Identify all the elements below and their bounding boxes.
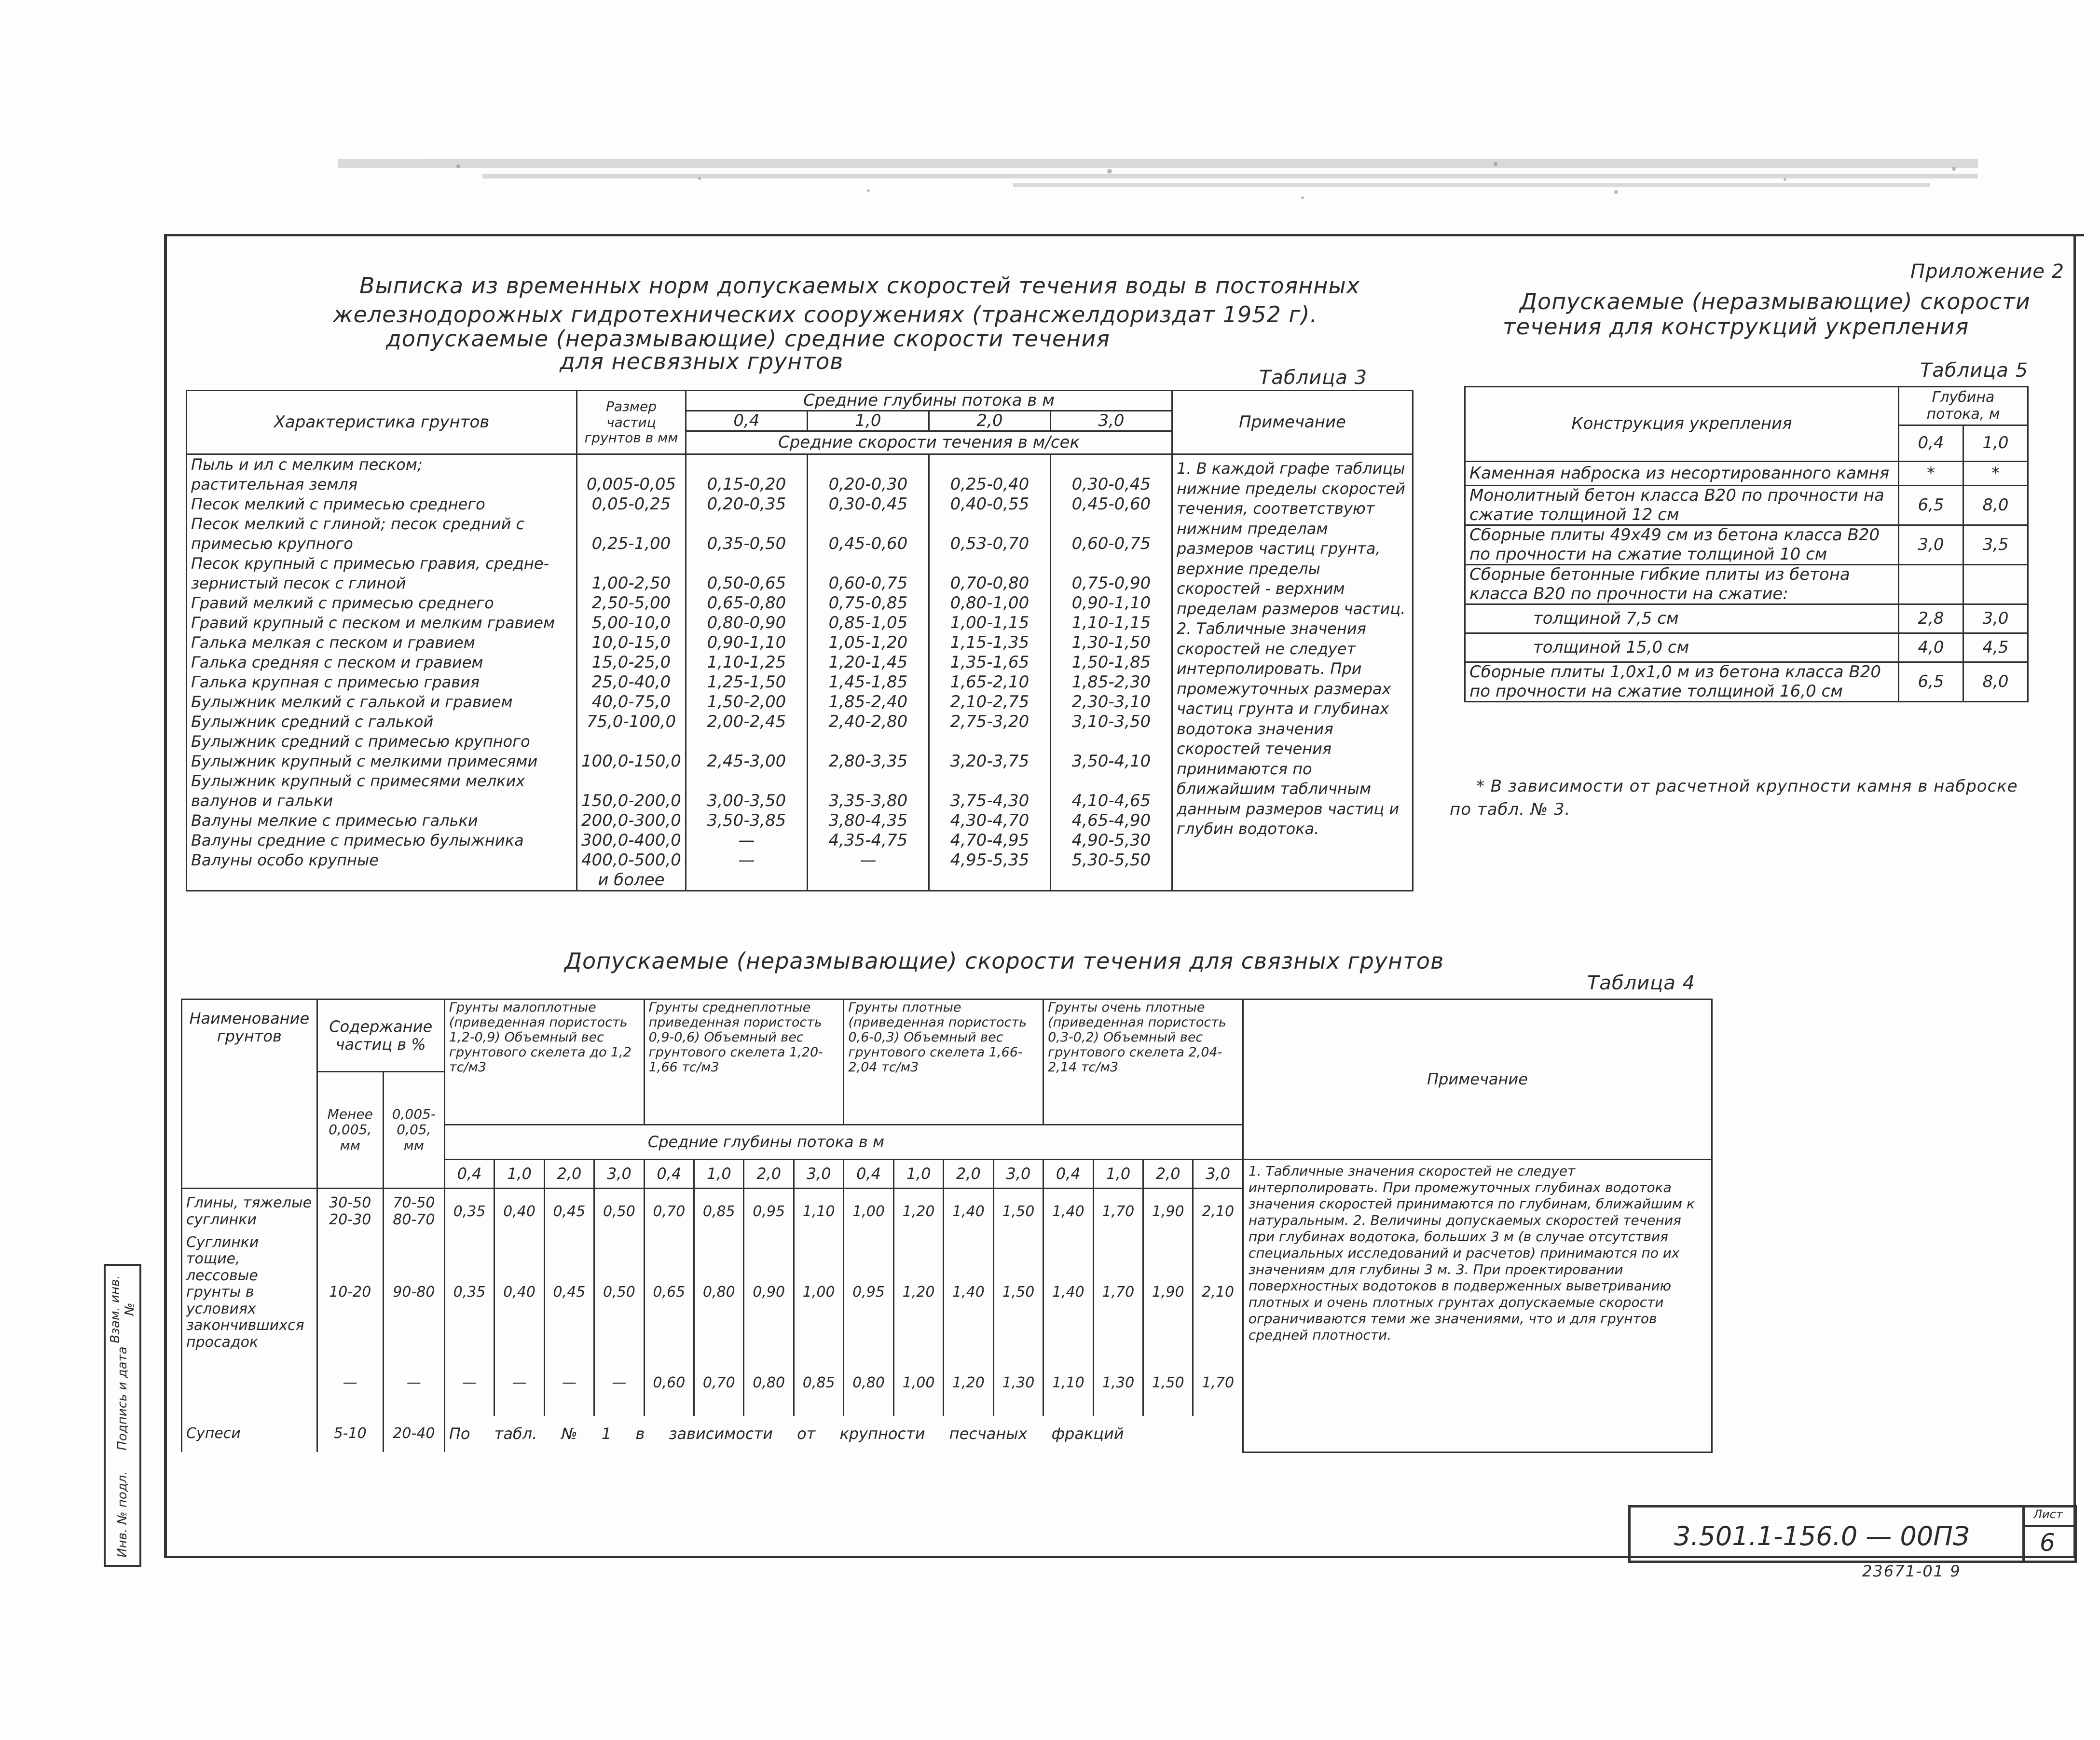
t4-cell: —	[494, 1351, 544, 1416]
t4-cell: 1,50	[1143, 1351, 1193, 1416]
t5-cell: 3,0	[1963, 604, 2028, 633]
t3-row-size: 15,0-25,0	[591, 653, 671, 672]
t3-row-speed: 3,80-4,35	[828, 811, 908, 831]
t4-depth: 0,4	[1043, 1160, 1093, 1189]
t4-depth: 2,0	[544, 1160, 594, 1189]
t3-row-speed: 1,00-1,15	[950, 613, 1029, 633]
t4-group-1: Грунты малоплотные (приведенная пористость 1,2-0,9) Объемный вес грунтового скелета до 1,2 тс/м3	[444, 1000, 644, 1125]
t3-row-size: 150,0-200,0	[581, 791, 681, 811]
t3-row-size: и более	[598, 870, 665, 890]
t3-row-speed: 1,45-1,85	[828, 672, 908, 692]
t4-row-content-a: 5-10	[317, 1416, 383, 1452]
t3-row-speed: 4,35-4,75	[828, 831, 908, 850]
t3-row-speed: 4,10-4,65	[1071, 791, 1151, 811]
t4-note: 1. Табличные значения скоростей не следует интерполировать. При промежуточных глубинах водотока значения скоростей принимаются по глубинам, ближайшим к натуральным. 2. Величины допускаемых скоростей течения при глубинах водотока, больших 3 м (в случае отсутствия специальных исследований и расчетов) принимаются по их значениям для глубины 3 м. 3. При проектировании поверхностных водотоков в подверженных выветриванию плотных и очень плотных грунтах допускаемые скорости ограничиваются теми же значениями, что и для грунтов средней плотности.	[1243, 1160, 1712, 1452]
t3-row-size: 1,00-2,50	[591, 574, 671, 593]
t3-row-speed: 0,90-1,10	[707, 633, 786, 653]
t4-cell: 1,20	[944, 1351, 993, 1416]
t3-row-speed: 1,85-2,40	[828, 692, 908, 712]
t3-row-speed: —	[860, 850, 877, 870]
t3-row-size: 2,50-5,00	[591, 593, 671, 613]
t4-depth: 3,0	[1193, 1160, 1243, 1189]
t4-depth: 0,4	[844, 1160, 893, 1189]
t4-cell: —	[594, 1351, 644, 1416]
t4-cell: —	[544, 1351, 594, 1416]
t3-row-speed: 0,65-0,80	[707, 593, 786, 613]
t3-row-speed: 1,10-1,25	[707, 653, 786, 672]
t3-row-name: Песок крупный с примесью гравия, средне-	[191, 554, 549, 573]
t3-row-speed	[812, 514, 924, 534]
t4-header-note: Примечание	[1243, 1000, 1712, 1160]
t5-cell: 3,5	[1963, 525, 2028, 565]
t5-row-name: Сборные плиты 1,0х1,0 м из бетона класса В20 по прочности на сжатие толщиной 16,0 см	[1465, 662, 1899, 702]
t3-row-speed	[1055, 455, 1167, 475]
t3-row-size: 75,0-100,0	[586, 712, 676, 732]
t3-row-speed	[812, 732, 924, 752]
t3-header-note: Примечание	[1172, 391, 1413, 454]
t4-header-content: Содержание частиц в %	[317, 1000, 444, 1072]
t4-group-4: Грунты очень плотные (приведенная пористость 0,3-0,2) Объемный вес грунтового скелета 2,04-2,14 тс/м3	[1043, 1000, 1243, 1125]
t3-row-speed: 0,40-0,55	[950, 494, 1029, 514]
t4-header-content-a: Менее 0,005, мм	[317, 1072, 383, 1189]
t3-row-name: Булыжник крупный с мелкими примесями	[191, 752, 538, 771]
t4-cell: 0,80	[694, 1234, 744, 1351]
t4-cell: 1,40	[944, 1189, 993, 1234]
t5-depth: 1,0	[1963, 425, 2028, 462]
t3-row-speed	[812, 554, 924, 574]
t4-cell: 1,20	[893, 1234, 943, 1351]
t5-row-name: Сборные бетонные гибкие плиты из бетона класса В20 по прочности на сжатие:	[1465, 565, 1899, 604]
t4-cell: 0,95	[744, 1189, 794, 1234]
t4-depth: 3,0	[794, 1160, 843, 1189]
t3-row-name: Гравий мелкий с примесью среднего	[191, 594, 494, 613]
t3-row-speed: 3,00-3,50	[707, 791, 786, 811]
t3-row-speed	[690, 771, 803, 791]
heading-line4: для несвязных грунтов	[560, 348, 844, 374]
t3-row-speed: 4,65-4,90	[1071, 811, 1151, 831]
t3-depth: 3,0	[1050, 411, 1172, 431]
t4-row-content-a: 30-50 20-30	[317, 1189, 383, 1234]
t5-footnote2: по табл. № 3.	[1450, 800, 1571, 819]
side-stamp	[104, 1264, 141, 1567]
t3-row-speed: 0,60-0,75	[828, 574, 908, 593]
t3-row-speed	[690, 870, 803, 890]
t3-row-speed: 3,50-4,10	[1071, 752, 1151, 771]
heading-line3: допускаемые (неразмывающие) средние скорости течения	[386, 326, 1110, 352]
t4-cell: 0,50	[594, 1189, 644, 1234]
t3-row-speed	[1055, 771, 1167, 791]
t3-col-v20	[929, 454, 1050, 891]
t3-row-speed: 3,75-4,30	[950, 791, 1029, 811]
t4-row-content-b: 20-40	[383, 1416, 444, 1452]
t4-row-content-b: —	[383, 1351, 444, 1416]
frame-top-line	[164, 234, 2084, 236]
t5-cell: 8,0	[1963, 662, 2028, 702]
t4-cell: 0,60	[644, 1351, 694, 1416]
t4-cell: 1,30	[1093, 1351, 1143, 1416]
t4-cell: 1,00	[844, 1189, 893, 1234]
t3-header-char: Характеристика грунтов	[187, 391, 577, 454]
t3-row-name: Галька мелкая с песком и гравием	[191, 633, 475, 652]
t5-cell	[1963, 565, 2028, 604]
t4-header-name: Наименование грунтов	[182, 1000, 317, 1189]
t3-depth: 0,4	[686, 411, 807, 431]
appendix-title1: Допускаемые (неразмывающие) скорости	[1520, 288, 2031, 315]
t3-row-speed	[690, 554, 803, 574]
t3-header-depths: Средние глубины потока в м	[686, 391, 1172, 411]
frame-left-line	[164, 236, 167, 1558]
t3-row-speed: 3,10-3,50	[1071, 712, 1151, 732]
t3-row-speed	[933, 455, 1046, 475]
table4-label: Таблица 4	[1587, 972, 1696, 994]
t4-cell: 1,10	[1043, 1351, 1093, 1416]
stamp-bottom-number: 23671-01 9	[1862, 1562, 1961, 1580]
stamp-code: 3.501.1-156.0 — 00ПЗ	[1674, 1521, 1970, 1551]
t3-col-v10	[807, 454, 929, 891]
t3-row-name: Песок мелкий с глиной; песок средний с	[191, 515, 525, 534]
t4-depth: 2,0	[1143, 1160, 1193, 1189]
t3-row-name: Булыжник средний с примесью крупного	[191, 732, 530, 751]
t3-row-speed	[690, 514, 803, 534]
t4-cell: 1,90	[1143, 1189, 1193, 1234]
t3-row-size	[581, 732, 681, 752]
side-stamp-vzam: Взам. инв.№	[108, 1275, 137, 1343]
appendix-title2: течения для конструкций укрепления	[1503, 314, 1969, 340]
t4-header-depths: Средние глубины потока в м	[444, 1125, 1243, 1160]
t4-row-name: Супеси	[182, 1416, 317, 1452]
t5-cell: *	[1899, 462, 1963, 486]
t3-row-speed: 1,85-2,30	[1071, 672, 1151, 692]
t4-cell: 1,40	[1043, 1189, 1093, 1234]
t4-depth: 3,0	[594, 1160, 644, 1189]
t3-row-speed	[690, 732, 803, 752]
t3-row-name: Галька крупная с примесью гравия	[191, 673, 480, 692]
t3-row-speed: 0,75-0,90	[1071, 574, 1151, 593]
t4-row-merged: По табл. № 1 в зависимости от крупности песчаных фракций	[444, 1416, 1243, 1452]
t4-cell: 0,85	[794, 1351, 843, 1416]
t3-row-size: 300,0-400,0	[581, 831, 681, 850]
t4-depth: 0,4	[644, 1160, 694, 1189]
t3-row-speed: 0,80-0,90	[707, 613, 786, 633]
t3-row-speed: 0,30-0,45	[828, 494, 908, 514]
t4-cell: 1,30	[993, 1351, 1043, 1416]
t3-row-speed: 2,40-2,80	[828, 712, 908, 732]
t3-row-name: растительная земля	[191, 475, 358, 494]
t3-row-speed	[690, 455, 803, 475]
t3-depth: 1,0	[807, 411, 929, 431]
t4-row-content-a: —	[317, 1351, 383, 1416]
t4-cell: 0,85	[694, 1189, 744, 1234]
t3-row-size: 0,005-0,05	[586, 475, 676, 494]
t3-row-name: Валуны особо крупные	[191, 851, 379, 870]
t3-row-speed	[1055, 514, 1167, 534]
t4-cell: 1,70	[1093, 1189, 1143, 1234]
frame-right-line	[2073, 234, 2076, 1558]
t4-cell: 0,80	[744, 1351, 794, 1416]
t4-header-content-b: 0,005-0,05, мм	[383, 1072, 444, 1189]
side-stamp-inv: Инв. № подл.	[115, 1471, 130, 1558]
t4-cell: 0,35	[444, 1189, 494, 1234]
t3-row-speed: 2,75-3,20	[950, 712, 1029, 732]
t5-cell: 6,5	[1899, 662, 1963, 702]
t3-row-speed: —	[738, 831, 755, 850]
t3-row-size: 200,0-300,0	[581, 811, 681, 831]
t3-row-speed: 1,05-1,20	[828, 633, 908, 653]
t4-cell: 0,50	[594, 1234, 644, 1351]
t3-row-speed: 0,45-0,60	[1071, 494, 1151, 514]
t5-row-name: Монолитный бетон класса В20 по прочности на сжатие толщиной 12 см	[1465, 486, 1899, 525]
t3-row-speed: 1,25-1,50	[707, 672, 786, 692]
t3-row-speed: 0,30-0,45	[1071, 475, 1151, 494]
stamp-divider-h	[2022, 1525, 2075, 1527]
t3-row-speed: 1,50-2,00	[707, 692, 786, 712]
t3-row-size: 40,0-75,0	[591, 692, 671, 712]
t5-row-name: толщиной 7,5 см	[1465, 604, 1899, 633]
t4-depth: 2,0	[744, 1160, 794, 1189]
t3-row-size: 0,05-0,25	[591, 494, 671, 514]
t3-row-speed: 2,00-2,45	[707, 712, 786, 732]
t3-header-speeds: Средние скорости течения в м/сек	[686, 431, 1172, 454]
t3-row-speed: 3,35-3,80	[828, 791, 908, 811]
t3-row-size	[581, 455, 681, 475]
t3-row-size: 100,0-150,0	[581, 752, 681, 771]
t3-row-speed: 2,45-3,00	[707, 752, 786, 771]
t4-depth: 3,0	[993, 1160, 1043, 1189]
stamp-divider	[2022, 1507, 2025, 1561]
t4-cell: 0,45	[544, 1234, 594, 1351]
t3-row-speed: 4,90-5,30	[1071, 831, 1151, 850]
t4-cell: 1,50	[993, 1189, 1043, 1234]
t4-cell: 0,70	[644, 1189, 694, 1234]
t3-row-size: 10,0-15,0	[591, 633, 671, 653]
t4-depth: 1,0	[694, 1160, 744, 1189]
t3-row-speed	[1055, 732, 1167, 752]
appendix-label: Приложение 2	[1910, 260, 2065, 283]
t3-row-speed	[933, 870, 1046, 890]
t4-cell: 1,40	[944, 1234, 993, 1351]
t4-depth: 1,0	[893, 1160, 943, 1189]
t3-col-v04	[686, 454, 807, 891]
t3-header-size: Размер частиц грунтов в мм	[577, 391, 686, 454]
t4-cell: 2,10	[1193, 1189, 1243, 1234]
t3-row-speed: 0,90-1,10	[1071, 593, 1151, 613]
t3-row-speed	[812, 870, 924, 890]
heading-line2: железнодорожных гидротехнических сооружениях (трансжелдориздат 1952 г).	[333, 301, 1318, 328]
t3-row-speed	[933, 771, 1046, 791]
table3-label: Таблица 3	[1259, 367, 1368, 389]
t5-row-name: Сборные плиты 49х49 см из бетона класса В20 по прочности на сжатие толщиной 10 см	[1465, 525, 1899, 565]
t3-row-size	[581, 771, 681, 791]
t5-row-name: толщиной 15,0 см	[1465, 633, 1899, 662]
t3-row-size: 5,00-10,0	[591, 613, 671, 633]
t3-row-speed: 0,53-0,70	[950, 534, 1029, 554]
t4-cell: 1,70	[1193, 1351, 1243, 1416]
table4-title: Допускаемые (неразмывающие) скорости течения для связных грунтов	[564, 948, 1444, 974]
t4-cell: 1,50	[993, 1234, 1043, 1351]
t3-row-speed: 4,95-5,35	[950, 850, 1029, 870]
t3-row-speed	[812, 771, 924, 791]
t5-footnote1: * В зависимости от расчетной крупности камня в наброске	[1476, 777, 2018, 796]
t3-row-speed: 3,20-3,75	[950, 752, 1029, 771]
t3-col-names	[187, 454, 577, 891]
t4-cell: 0,80	[844, 1351, 893, 1416]
t4-cell: 1,00	[893, 1351, 943, 1416]
t4-cell: 0,35	[444, 1234, 494, 1351]
t3-row-name	[191, 870, 572, 890]
t3-row-size	[581, 514, 681, 534]
t4-cell: 1,10	[794, 1189, 843, 1234]
t3-row-size: 25,0-40,0	[591, 672, 671, 692]
t5-header-construct: Конструкция укрепления	[1465, 387, 1899, 462]
t4-row-content-a: 10-20	[317, 1234, 383, 1351]
t4-depth: 2,0	[944, 1160, 993, 1189]
t3-note: 1. В каждой графе таблицы нижние пределы скоростей течения, соответствуют нижним пределам размеров частиц грунта, верхние пределы скоростей - верхним пределам размеров частиц. 2. Табличные значения скоростей не следует интерполировать. При промежуточных размерах частиц грунта и глубинах водотока значения скоростей течения принимаются по ближайшим табличным данным размеров частиц и глубин водотока.	[1172, 454, 1413, 891]
t3-row-speed: 1,10-1,15	[1071, 613, 1151, 633]
t3-row-speed: 4,70-4,95	[950, 831, 1029, 850]
t3-row-speed: 0,20-0,35	[707, 494, 786, 514]
t4-cell: 1,00	[794, 1234, 843, 1351]
t5-cell	[1899, 565, 1963, 604]
t3-row-speed	[933, 554, 1046, 574]
t4-cell: 0,95	[844, 1234, 893, 1351]
t3-row-speed	[1055, 554, 1167, 574]
t3-row-speed: 0,20-0,30	[828, 475, 908, 494]
t4-group-3: Грунты плотные (приведенная пористость 0,6-0,3) Объемный вес грунтового скелета 1,66-2,04 тс/м3	[844, 1000, 1043, 1125]
t3-row-speed: 0,35-0,50	[707, 534, 786, 554]
t3-row-speed: 1,15-1,35	[950, 633, 1029, 653]
t4-row-content-b: 90-80	[383, 1234, 444, 1351]
t3-row-name: Булыжник мелкий с галькой и гравием	[191, 693, 513, 712]
t4-cell: 1,70	[1093, 1234, 1143, 1351]
table3	[186, 390, 1414, 891]
t3-row-speed: 1,65-2,10	[950, 672, 1029, 692]
t3-row-name: Булыжник крупный с примесями мелких	[191, 772, 525, 791]
t3-row-speed: 0,25-0,40	[950, 475, 1029, 494]
t4-cell: 0,40	[494, 1234, 544, 1351]
t3-row-speed: 0,60-0,75	[1071, 534, 1151, 554]
t3-row-speed	[933, 514, 1046, 534]
t3-row-name: Гравий крупный с песком и мелким гравием	[191, 614, 555, 632]
t4-row-name: Глины, тяжелые суглинки	[182, 1189, 317, 1234]
t4-cell: 2,10	[1193, 1234, 1243, 1351]
t4-group-2: Грунты среднеплотные приведенная пористость 0,9-0,6) Объемный вес грунтового скелета 1,20-1,66 тс/м3	[644, 1000, 844, 1125]
scan-noise	[0, 0, 2100, 289]
t3-row-speed: 1,50-1,85	[1071, 653, 1151, 672]
t3-row-speed: 3,50-3,85	[707, 811, 786, 831]
t4-cell: 0,45	[544, 1189, 594, 1234]
table4	[181, 999, 1713, 1453]
t4-row-content-b: 70-50 80-70	[383, 1189, 444, 1234]
t5-header-depth: Глубина потока, м	[1899, 387, 2028, 425]
t3-row-speed	[812, 455, 924, 475]
t5-cell: 8,0	[1963, 486, 2028, 525]
t3-row-name: Булыжник средний с галькой	[191, 712, 434, 731]
t3-row-speed: 1,30-1,50	[1071, 633, 1151, 653]
t5-cell: 2,8	[1899, 604, 1963, 633]
t3-col-sizes	[577, 454, 686, 891]
t3-row-speed: 1,35-1,65	[950, 653, 1029, 672]
t4-cell: 0,65	[644, 1234, 694, 1351]
title-stamp	[1628, 1505, 2077, 1563]
t3-row-speed: 2,10-2,75	[950, 692, 1029, 712]
t3-row-name: Валуны мелкие с примесью гальки	[191, 811, 478, 830]
t4-cell: 0,40	[494, 1189, 544, 1234]
t5-row-name: Каменная наброска из несортированного камня	[1465, 462, 1899, 486]
t5-cell: 3,0	[1899, 525, 1963, 565]
t3-row-name: примесью крупного	[191, 534, 353, 553]
t4-row-name: Суглинки тощие, лессовые грунты в условиях закончившихся просадок	[182, 1234, 317, 1351]
t3-row-speed: 0,45-0,60	[828, 534, 908, 554]
t3-row-speed: 0,80-1,00	[950, 593, 1029, 613]
t4-cell: 1,20	[893, 1189, 943, 1234]
t3-row-speed: 4,30-4,70	[950, 811, 1029, 831]
t5-cell: 4,5	[1963, 633, 2028, 662]
t4-depth: 1,0	[494, 1160, 544, 1189]
table5-label: Таблица 5	[1920, 359, 2029, 382]
t3-row-speed: 0,70-0,80	[950, 574, 1029, 593]
t3-row-speed: 0,85-1,05	[828, 613, 908, 633]
t3-row-name: Пыль и ил с мелким песком;	[191, 455, 423, 474]
t3-row-name: зернистый песок с глиной	[191, 574, 406, 593]
t4-cell: 1,40	[1043, 1234, 1093, 1351]
t4-row-name	[182, 1351, 317, 1416]
t5-cell: 4,0	[1899, 633, 1963, 662]
t3-row-size: 0,25-1,00	[591, 534, 671, 554]
t5-depth: 0,4	[1899, 425, 1963, 462]
stamp-sheet-label: Лист	[2033, 1507, 2063, 1521]
t4-cell: —	[444, 1351, 494, 1416]
t4-cell: 1,90	[1143, 1234, 1193, 1351]
stamp-sheet-number: 6	[2040, 1529, 2055, 1557]
t3-row-speed: 5,30-5,50	[1071, 850, 1151, 870]
t3-depth: 2,0	[929, 411, 1050, 431]
t3-row-size: 400,0-500,0	[581, 850, 681, 870]
t3-row-name: Валуны средние с примесью булыжника	[191, 831, 524, 850]
t3-row-speed: 0,75-0,85	[828, 593, 908, 613]
t3-row-name: валунов и гальки	[191, 792, 333, 810]
t4-depth: 1,0	[1093, 1160, 1143, 1189]
t3-row-name: Галька средняя с песком и гравием	[191, 653, 483, 672]
t3-row-name: Песок мелкий с примесью среднего	[191, 495, 485, 514]
t3-row-speed: 2,80-3,35	[828, 752, 908, 771]
side-stamp-podpis: Подпись и дата	[115, 1346, 130, 1451]
t3-row-speed: 0,50-0,65	[707, 574, 786, 593]
t3-row-speed: —	[738, 850, 755, 870]
t5-cell: *	[1963, 462, 2028, 486]
t4-cell: 0,90	[744, 1234, 794, 1351]
t4-depth: 0,4	[444, 1160, 494, 1189]
t5-cell: 6,5	[1899, 486, 1963, 525]
t4-cell: 0,70	[694, 1351, 744, 1416]
heading-line1: Выписка из временных норм допускаемых скоростей течения воды в постоянных	[359, 273, 1360, 299]
table5	[1464, 386, 2029, 702]
t3-row-speed: 2,30-3,10	[1071, 692, 1151, 712]
t3-row-size	[581, 554, 681, 574]
t3-row-speed	[933, 732, 1046, 752]
t3-row-speed	[1055, 870, 1167, 890]
t3-col-v30	[1050, 454, 1172, 891]
t3-row-speed: 0,15-0,20	[707, 475, 786, 494]
t3-row-speed: 1,20-1,45	[828, 653, 908, 672]
